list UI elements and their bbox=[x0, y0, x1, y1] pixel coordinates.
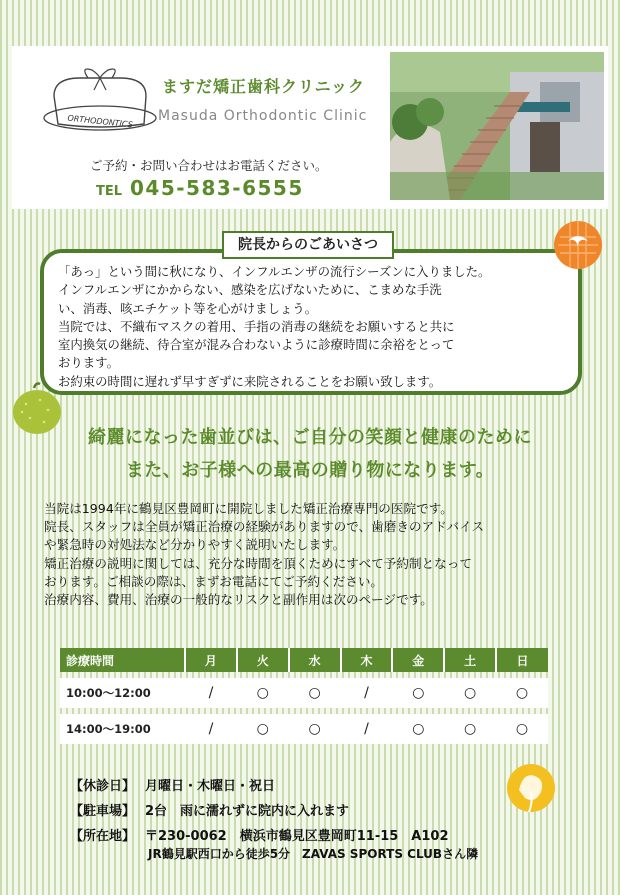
tagline-line-2: また、お子様への最高の贈り物になります。 bbox=[125, 460, 495, 481]
greeting-line: い、消毒、咳エチケット等を心がけましょう。 bbox=[58, 300, 318, 316]
closed-value: 月曜日・木曜日・祝日 bbox=[145, 779, 276, 794]
hours-cell: / bbox=[185, 678, 237, 708]
greeting-line: 室内換気の継続、待合室が混み合わないように診療時間に余裕をとって bbox=[58, 337, 455, 353]
clinic-building-photo bbox=[390, 52, 604, 200]
hours-cell: ○ bbox=[444, 714, 496, 744]
address-label: 【所在地】 bbox=[70, 829, 136, 844]
row-time: 14:00～19:00 bbox=[60, 714, 185, 744]
intro-line: 治療内容、費用、治療の一般的なリスクと副作用は次のページです。 bbox=[44, 592, 433, 608]
header-thu: 木 bbox=[341, 648, 393, 672]
table-row bbox=[60, 678, 548, 708]
row-time: 10:00～12:00 bbox=[60, 678, 185, 708]
table-header-row bbox=[60, 648, 548, 672]
clinic-name-en: Masuda Orthodontic Clinic bbox=[158, 108, 368, 124]
header-sat: 土 bbox=[444, 648, 496, 672]
clinic-header bbox=[12, 46, 608, 209]
table-row bbox=[60, 714, 548, 744]
ginkgo-icon bbox=[505, 758, 557, 818]
header-hours: 診療時間 bbox=[60, 648, 185, 672]
greeting-line: お約束の時間に遅れず早すぎずに来院されることをお願い致します。 bbox=[58, 373, 442, 389]
hours-cell: ○ bbox=[444, 678, 496, 708]
greeting-title: 院長からのごあいさつ bbox=[222, 231, 394, 259]
hours-cell: / bbox=[341, 678, 393, 708]
header-wed: 水 bbox=[289, 648, 341, 672]
header-sun: 日 bbox=[496, 648, 548, 672]
tel-label: TEL bbox=[96, 184, 123, 199]
closed-days bbox=[70, 775, 275, 794]
parking-info bbox=[70, 800, 349, 819]
hours-cell: / bbox=[185, 714, 237, 744]
header-mon: 月 bbox=[185, 648, 237, 672]
header-tue: 火 bbox=[237, 648, 289, 672]
office-hours-table bbox=[60, 648, 548, 744]
greeting-line: 「あっ」という間に秋になり、インフルエンザの流行シーズンに入りました。 bbox=[58, 264, 491, 279]
header-fri: 金 bbox=[392, 648, 444, 672]
logo-text: ORTHODONTICS bbox=[66, 113, 134, 130]
hours-cell: ○ bbox=[289, 678, 341, 708]
greeting-line: インフルエンザにかからない、感染を広げないために、こまめな手洗 bbox=[58, 282, 442, 298]
contact-note: ご予約・お問い合わせはお電話ください。 bbox=[90, 158, 328, 173]
intro-line: 当院は1994年に鶴見区豊岡町に開院しました矯正治療専門の医院です。 bbox=[44, 501, 453, 516]
hours-cell: ○ bbox=[392, 714, 444, 744]
address-info bbox=[70, 825, 449, 844]
intro-line: 矯正治療の説明に関しては、充分な時間を頂くためにすべて予約制となって bbox=[44, 555, 472, 571]
greeting-line: おります。 bbox=[58, 355, 119, 371]
hours-cell: ○ bbox=[496, 714, 548, 744]
intro-line: おります。ご相談の際は、まずお電話にてご予約ください。 bbox=[44, 573, 384, 589]
intro-text bbox=[44, 500, 604, 609]
hours-cell: ○ bbox=[496, 678, 548, 708]
parking-label: 【駐車場】 bbox=[70, 804, 136, 819]
clinic-name-jp: ますだ矯正歯科クリニック bbox=[162, 77, 366, 96]
tel-number[interactable]: 045-583-6555 bbox=[130, 176, 304, 200]
hours-cell: ○ bbox=[289, 714, 341, 744]
hours-cell: ○ bbox=[392, 678, 444, 708]
hours-cell: / bbox=[341, 714, 393, 744]
persimmon-icon bbox=[550, 215, 606, 271]
hours-cell: ○ bbox=[237, 714, 289, 744]
greeting-line: 当院では、不織布マスクの着用、手指の消毒の継続をお願いすると共に bbox=[58, 318, 455, 334]
clinic-logo-icon bbox=[40, 66, 160, 138]
tagline-line-1: 綺麗になった歯並びは、ご自分の笑顔と健康のために bbox=[88, 427, 532, 448]
parking-value: 2台 雨に濡れずに院内に入れます bbox=[145, 804, 350, 819]
greeting-box bbox=[40, 249, 582, 395]
hours-cell: ○ bbox=[237, 678, 289, 708]
access-info: JR鶴見駅西口から徒歩5分 ZAVAS SPORTS CLUBさん隣 bbox=[148, 847, 479, 861]
address-value: 〒230-0062 横浜市鶴見区豊岡町11-15 A102 bbox=[145, 829, 449, 844]
intro-line: や緊急時の対処法など分かりやすく説明いたします。 bbox=[44, 537, 346, 553]
closed-label: 【休診日】 bbox=[70, 779, 136, 794]
intro-line: 院長、スタッフは全員が矯正治療の経験がありますので、歯磨きのアドバイス bbox=[44, 519, 485, 535]
greeting-body bbox=[58, 263, 578, 391]
